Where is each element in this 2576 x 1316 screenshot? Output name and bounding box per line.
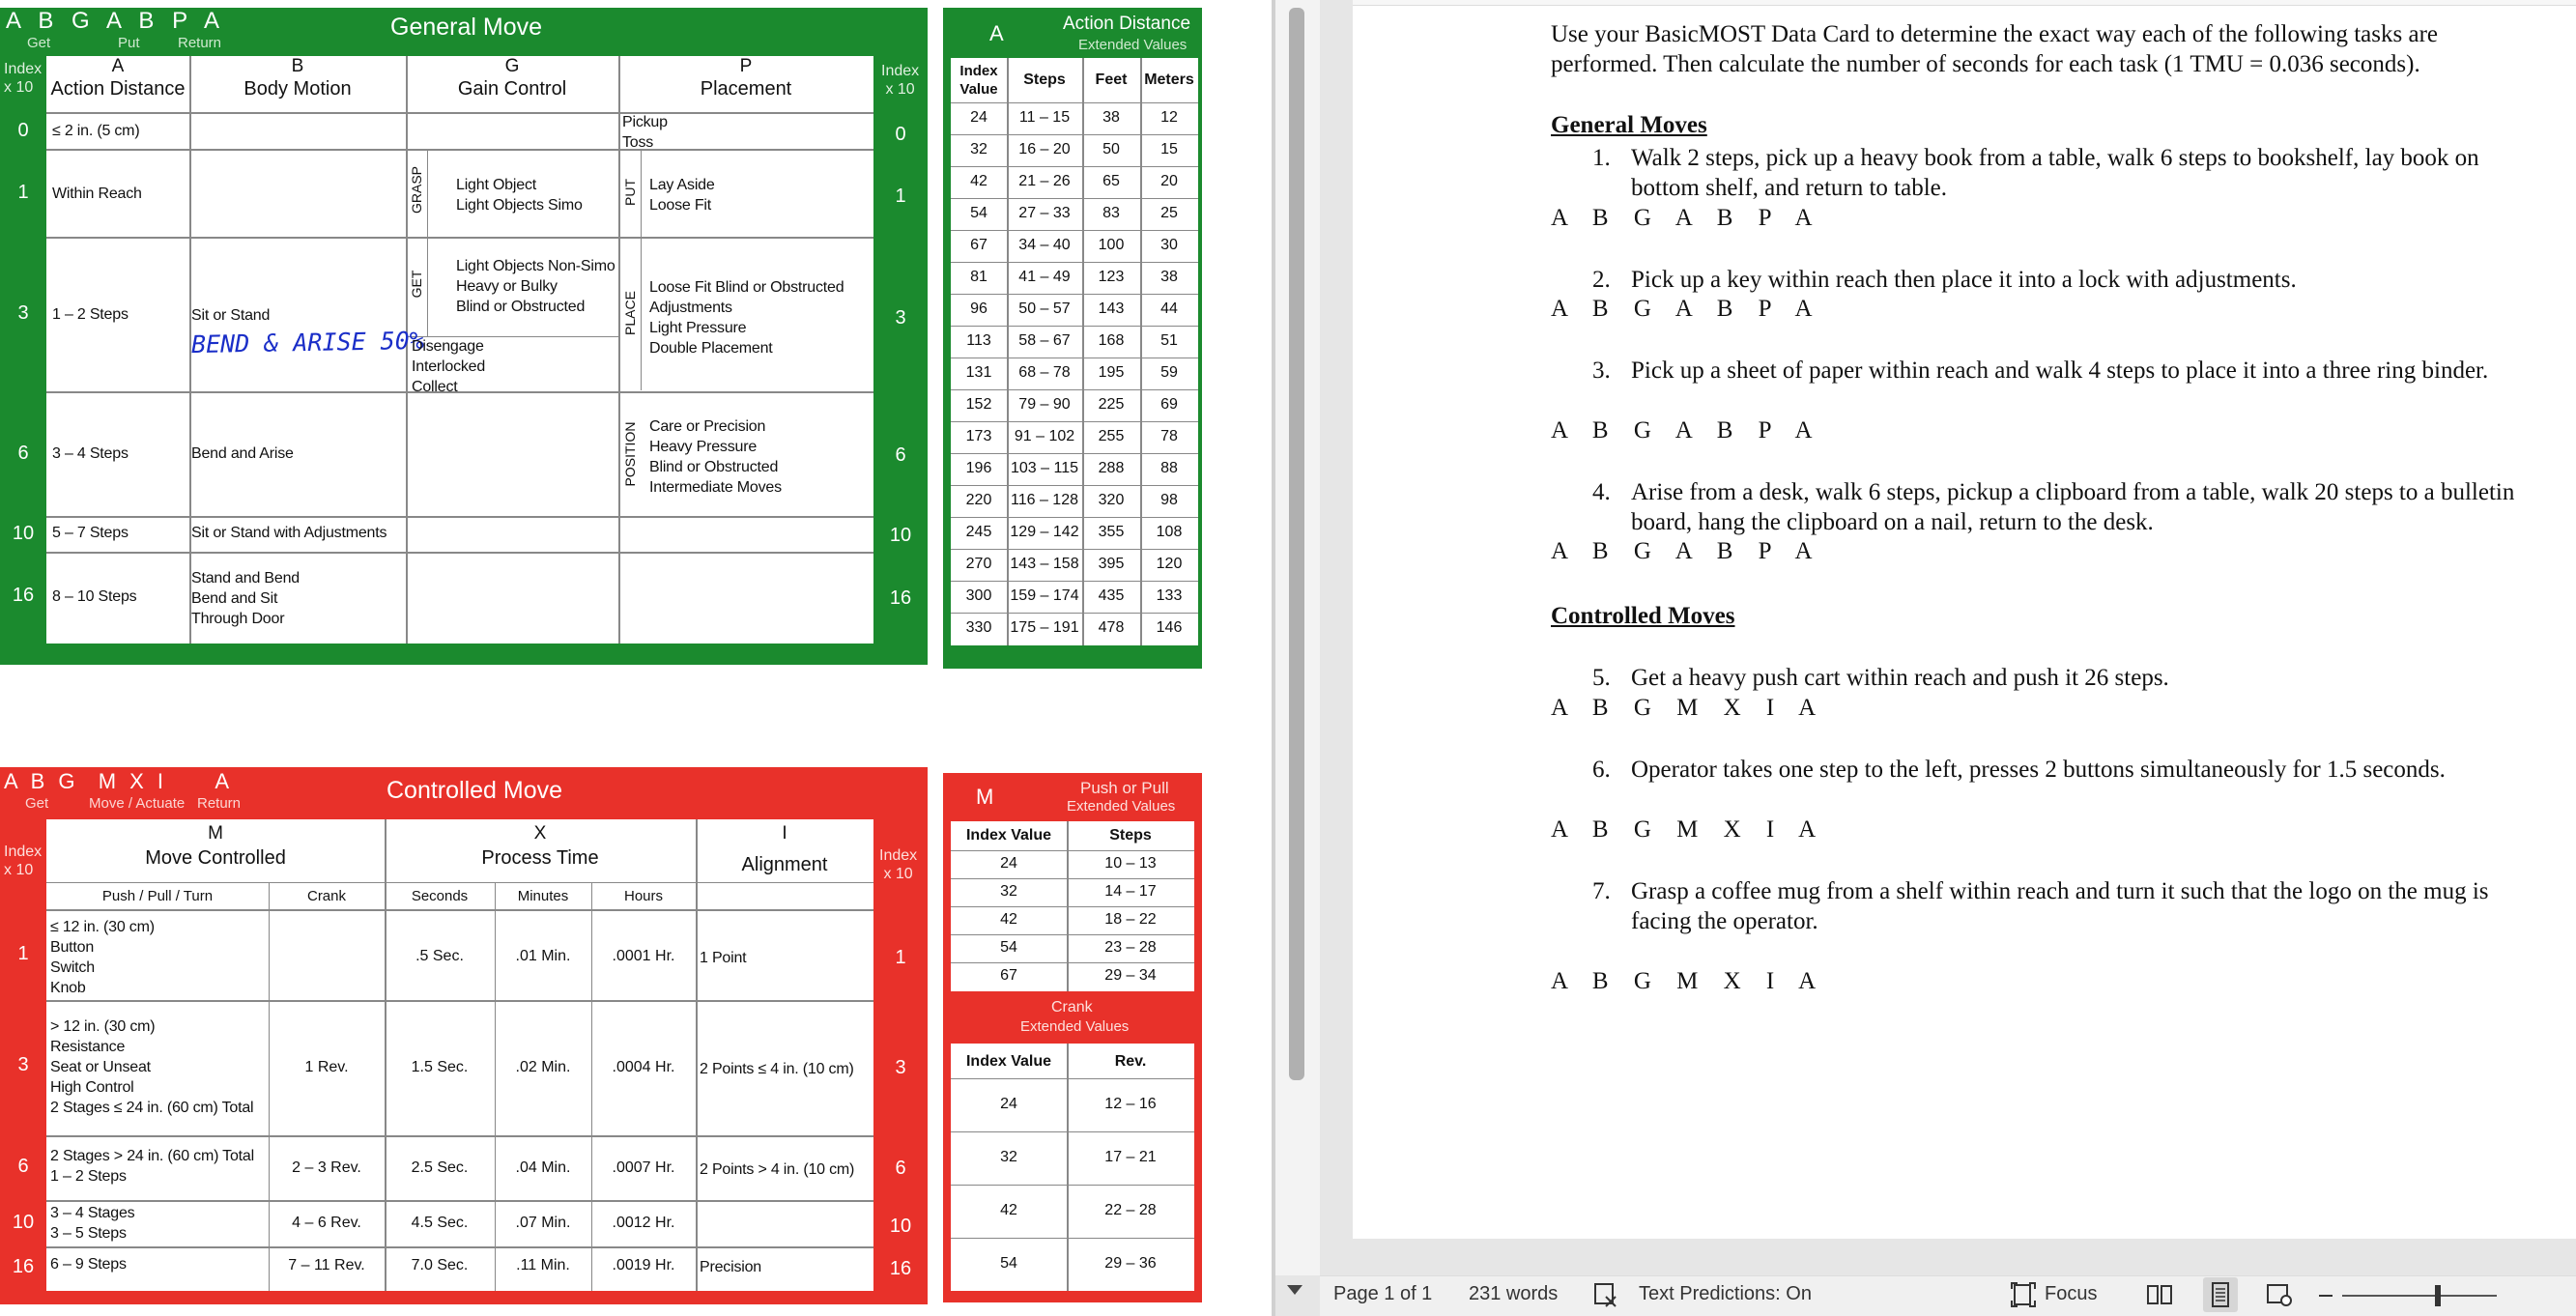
cm-push-6: 2 Stages > 24 in. (60 cm) Total 1 – 2 Steps [50,1148,254,1185]
ad-cell-r1-c0: 32 [970,141,987,157]
cr-cell-r3-c1: 29 – 36 [1104,1255,1157,1272]
cm-push-16: 6 – 9 Steps [50,1256,127,1273]
gm-idx-1-l: 1 [17,182,29,203]
cr-subtitle: Extended Values [1020,1018,1130,1035]
ad-subtitle: Extended Values [1078,37,1188,53]
cm-push-1: ≤ 12 in. (30 cm) Button Switch Knob [50,919,155,996]
gm-a-16: 8 – 10 Steps [52,588,137,605]
ad-cell-r6-c2: 143 [1098,300,1125,317]
ad-cell-r9-c0: 152 [965,396,992,413]
cm-idx-1-l: 1 [17,943,29,964]
ad-cell-r15-c3: 133 [1156,587,1183,604]
task-1-num: 1. [1592,145,1611,171]
cm-sub-crank: Crank [306,888,346,904]
cm-min-1: .01 Min. [515,948,571,964]
pp-cell-r3-c1: 23 – 28 [1104,939,1157,956]
cr-h-rev: Rev. [1114,1053,1147,1070]
ad-cell-r7-c0: 113 [966,332,991,349]
pp-cell-r1-c1: 14 – 17 [1104,883,1157,900]
gm-p-1: Lay Aside Loose Fit [649,177,715,214]
cm-sub-ma: Move / Actuate [89,795,186,812]
zoom-slider-thumb[interactable] [2435,1285,2441,1306]
ad-cell-r2-c0: 42 [970,173,987,189]
ad-h-steps: Steps [1023,72,1066,88]
read-mode-icon[interactable] [2145,1281,2174,1308]
cr-title: Crank [1051,999,1093,1016]
pp-letter: M [976,785,994,809]
cr-table [951,1044,1194,1291]
ad-cell-r3-c2: 83 [1102,205,1120,221]
task-3-num: 3. [1592,358,1611,384]
gm-idx-10-l: 10 [12,523,35,544]
cm-sec-16: 7.0 Sec. [411,1257,469,1273]
ad-cell-r11-c1: 103 – 115 [1011,460,1078,476]
pp-cell-r3-c0: 54 [1000,939,1017,956]
gm-index-hdr-right: Index x 10 [881,63,920,98]
cm-idx-3-r: 3 [895,1057,906,1078]
task-2-sequence[interactable]: A B G A B P A [1551,296,1822,322]
cm-sec-3: 1.5 Sec. [411,1059,469,1075]
cm-hrs-3: .0004 Hr. [612,1059,675,1075]
ad-cell-r2-c1: 21 – 26 [1018,173,1071,189]
pp-cell-r0-c1: 10 – 13 [1104,855,1157,872]
cm-col-m: Move Controlled [145,847,286,869]
ad-cell-r10-c2: 255 [1098,428,1125,444]
ad-cell-r13-c2: 355 [1098,524,1125,540]
ad-cell-r11-c3: 88 [1160,460,1178,476]
doc-intro[interactable]: Use your BasicMOST Data Card to determine the exact way each of the following tasks are performed. Then calculate the number of seconds for each task (1 TMU = 0.036 seconds). [1551,21,2439,77]
gm-col-b: Body Motion [243,78,352,100]
task-5-num: 5. [1592,665,1611,691]
ad-cell-r16-c0: 330 [965,619,992,636]
task-5-sequence[interactable]: A B G M X I A [1551,695,1826,721]
task-4-text[interactable]: Arise from a desk, walk 6 steps, pickup a clipboard from a table, walk 20 steps to a bulletin board, hang the clipboard on a nail, return to the desk. [1631,479,2515,535]
scroll-thumb[interactable] [1289,8,1304,1080]
ad-cell-r4-c2: 100 [1098,237,1125,253]
cm-crank-10: 4 – 6 Rev. [292,1215,361,1231]
ad-cell-r10-c3: 78 [1160,428,1178,444]
text-predictions[interactable]: Text Predictions: On [1639,1283,1812,1304]
cm-align-1: 1 Point [700,950,747,966]
gm-col-p-letter: P [739,56,753,76]
task-2-text[interactable]: Pick up a key within reach then place it into a lock with adjustments. [1631,267,2297,293]
page-count[interactable]: Page 1 of 1 [1333,1283,1433,1304]
task-1-sequence[interactable]: A B G A B P A [1551,205,1822,231]
cm-sequence: A B G M X I A [4,769,234,793]
gm-col-a: Action Distance [50,78,186,100]
ad-title: Action Distance [1063,14,1191,34]
ad-cell-r6-c1: 50 – 57 [1018,300,1071,317]
gm-col-p: Placement [700,78,792,100]
gm-idx-16-r: 16 [889,587,912,609]
ad-cell-r11-c0: 196 [965,460,992,476]
cr-cell-r2-c1: 22 – 28 [1104,1202,1157,1218]
ad-cell-r7-c1: 58 – 67 [1018,332,1071,349]
ad-cell-r15-c1: 159 – 174 [1010,587,1079,604]
cm-col-i-letter: I [782,823,787,844]
gm-col-b-letter: B [291,56,304,76]
cm-idx-16-r: 16 [889,1258,912,1279]
ad-cell-r1-c1: 16 – 20 [1018,141,1071,157]
ad-cell-r7-c3: 51 [1160,332,1178,349]
ad-cell-r9-c1: 79 – 90 [1018,396,1071,413]
scroll-down-arrow-icon[interactable] [1287,1285,1302,1295]
gm-idx-6-l: 6 [17,443,29,464]
cm-col-i: Alignment [741,854,828,875]
ad-cell-r16-c3: 146 [1156,619,1183,636]
cm-col-x-letter: X [533,823,547,844]
cr-cell-r0-c1: 12 – 16 [1104,1096,1157,1112]
gm-col-g: Gain Control [457,78,567,100]
ad-cell-r16-c1: 175 – 191 [1010,619,1079,636]
ad-cell-r3-c3: 25 [1160,205,1178,221]
gm-sub-get: Get [27,35,51,51]
ad-letter: A [989,21,1004,45]
gm-idx-3-l: 3 [17,302,29,324]
task-6-text[interactable]: Operator takes one step to the left, presses 2 buttons simultaneously for 1.5 seconds. [1631,757,2446,783]
cr-cell-r3-c0: 54 [1000,1255,1017,1272]
ad-cell-r3-c1: 27 – 33 [1018,205,1071,221]
task-4-num: 4. [1592,479,1611,505]
pp-cell-r1-c0: 32 [1000,883,1017,900]
cm-index-hdr-left: Index x 10 [4,844,43,878]
ad-cell-r3-c0: 54 [970,205,987,221]
gm-a-6: 3 – 4 Steps [52,445,129,462]
gm-idx-10-r: 10 [889,525,912,546]
doc-heading-controlled[interactable]: Controlled Moves [1551,603,1735,629]
pp-h-steps: Steps [1109,827,1152,844]
ad-cell-r12-c1: 116 – 128 [1011,492,1078,508]
ad-cell-r7-c2: 168 [1098,332,1125,349]
cm-min-3: .02 Min. [515,1059,571,1075]
cm-sub-get: Get [25,795,49,812]
ad-cell-r8-c3: 59 [1160,364,1178,381]
gm-a-1: Within Reach [52,186,142,202]
task-6-sequence[interactable]: A B G M X I A [1551,816,1826,843]
ad-cell-r10-c0: 173 [965,428,992,444]
cm-push-3: > 12 in. (30 cm) Resistance Seat or Unseat High Control 2 Stages ≤ 24 in. (60 cm) Total [50,1018,254,1116]
data-card-image [0,0,1275,1316]
gm-b-3: Sit or Stand [191,307,271,324]
ad-cell-r9-c2: 225 [1098,396,1125,413]
gm-col-g-letter: G [504,56,520,76]
cr-cell-r1-c0: 32 [1000,1149,1017,1165]
gm-handwritten-note: BEND & ARISE 50% [190,326,425,359]
cm-hrs-10: .0012 Hr. [612,1215,675,1231]
ad-cell-r16-c2: 478 [1098,619,1125,636]
task-7-num: 7. [1592,878,1611,904]
cm-idx-10-l: 10 [12,1212,35,1233]
gm-a-10: 5 – 7 Steps [52,525,129,541]
ad-cell-r13-c1: 129 – 142 [1010,524,1079,540]
cm-idx-6-l: 6 [17,1156,29,1177]
cm-idx-3-l: 3 [17,1054,29,1075]
cm-idx-6-r: 6 [895,1158,906,1179]
ad-cell-r4-c0: 67 [970,237,987,253]
cm-idx-1-r: 1 [895,947,906,968]
cm-align-6: 2 Points > 4 in. (10 cm) [700,1161,855,1178]
ad-cell-r2-c3: 20 [1160,173,1178,189]
cm-crank-3: 1 Rev. [304,1059,349,1075]
task-7-text[interactable]: Grasp a coffee mug from a shelf within reach and turn it such that the logo on the mug is facing the operator. [1631,878,2489,934]
gm-sub-put: Put [118,35,140,51]
ad-h-index: Index Value [959,63,998,98]
cm-hrs-1: .0001 Hr. [612,948,675,964]
cm-title: Controlled Move [386,777,563,804]
gm-title: General Move [390,14,543,41]
word-count[interactable]: 231 words [1469,1283,1559,1304]
gm-a-3: 1 – 2 Steps [52,306,129,323]
gm-g-1: Light Object Light Objects Simo [456,177,583,214]
cm-align-3: 2 Points ≤ 4 in. (10 cm) [700,1061,854,1077]
focus-icon[interactable] [2010,1281,2037,1308]
task-4-sequence[interactable]: A B G A B P A [1551,538,1822,564]
ad-cell-r14-c2: 395 [1098,556,1125,572]
zoom-slider-track[interactable] [2342,1295,2497,1297]
gm-b-6: Bend and Arise [191,445,294,462]
cm-hrs-6: .0007 Hr. [612,1159,675,1176]
pp-cell-r2-c0: 42 [1000,911,1017,928]
pp-cell-r4-c0: 67 [1000,967,1017,984]
gm-idx-0-r: 0 [895,124,906,145]
pp-cell-r2-c1: 18 – 22 [1104,911,1157,928]
cr-cell-r0-c0: 24 [1000,1096,1017,1112]
ad-cell-r14-c1: 143 – 158 [1010,556,1079,572]
gm-sub-return: Return [178,35,222,51]
ad-cell-r0-c1: 11 – 15 [1018,109,1071,126]
cr-h-index: Index Value [965,1053,1052,1070]
task-6-num: 6. [1592,757,1611,783]
cm-sub-sec: Seconds [411,888,469,904]
ad-cell-r8-c2: 195 [1098,364,1125,381]
gm-idx-3-r: 3 [895,307,906,329]
task-1-text[interactable]: Walk 2 steps, pick up a heavy book from a table, walk 6 steps to bookshelf, lay book on bottom shelf, and return to table. [1631,145,2479,201]
gm-p-3: Loose Fit Blind or Obstructed Adjustments Light Pressure Double Placement [649,279,844,357]
word-window [1275,0,2576,1316]
ad-cell-r14-c0: 270 [965,556,992,572]
cm-col-x: Process Time [481,847,599,869]
gm-sequence: A B G A B P A [6,8,225,34]
pp-h-index: Index Value [965,827,1052,844]
ad-cell-r12-c2: 320 [1098,492,1125,508]
cm-sub-hrs: Hours [623,888,663,904]
print-layout-icon[interactable] [2203,1277,2238,1312]
gm-idx-0-l: 0 [17,120,29,141]
ad-cell-r9-c3: 69 [1160,396,1178,413]
ad-cell-r5-c2: 123 [1098,269,1125,285]
ad-cell-r0-c0: 24 [970,109,987,126]
gm-col-a-letter: A [111,56,125,76]
task-5-text[interactable]: Get a heavy push cart within reach and push it 26 steps. [1631,665,2169,691]
ad-cell-r11-c2: 288 [1098,460,1125,476]
gm-a-0: ≤ 2 in. (5 cm) [52,123,140,139]
cm-idx-16-l: 16 [12,1256,35,1277]
proofing-icon[interactable] [1592,1281,1619,1308]
pp-cell-r0-c0: 24 [1000,855,1017,872]
gm-idx-16-l: 16 [12,585,35,606]
cm-sub-push: Push / Pull / Turn [101,888,214,904]
ad-cell-r8-c0: 131 [965,364,992,381]
cm-sec-1: .5 Sec. [415,948,464,964]
gm-place-label: PLACE [622,291,638,335]
ad-cell-r5-c0: 81 [970,269,987,285]
cr-cell-r1-c1: 17 – 21 [1104,1149,1157,1165]
ad-cell-r0-c3: 12 [1160,109,1178,126]
ad-cell-r8-c1: 68 – 78 [1018,364,1071,381]
cm-crank-6: 2 – 3 Rev. [292,1159,361,1176]
gm-position-label: POSITION [622,421,638,487]
cm-min-16: .11 Min. [516,1257,570,1273]
cm-index-hdr-right: Index x 10 [879,847,918,882]
cm-crank-16: 7 – 11 Rev. [288,1257,365,1273]
pp-cell-r4-c1: 29 – 34 [1104,967,1157,984]
gm-idx-1-r: 1 [895,186,906,207]
gm-g-3b: Disengage Interlocked Collect [412,338,486,395]
cm-idx-10-r: 10 [889,1216,912,1237]
cr-cell-r2-c0: 42 [1000,1202,1017,1218]
cm-hrs-16: .0019 Hr. [612,1257,675,1273]
gm-b-16: Stand and Bend Bend and Sit Through Door [191,570,300,627]
ad-cell-r15-c2: 435 [1098,587,1125,604]
task-3-sequence[interactable]: A B G A B P A [1551,417,1822,443]
ad-cell-r2-c2: 65 [1102,173,1120,189]
cm-sec-10: 4.5 Sec. [411,1215,469,1231]
ad-cell-r12-c0: 220 [965,492,992,508]
ad-cell-r1-c3: 15 [1160,141,1178,157]
cm-sec-6: 2.5 Sec. [411,1159,469,1176]
cm-min-6: .04 Min. [515,1159,571,1176]
gm-g-3: Light Objects Non-Simo Heavy or Bulky Blind or Obstructed [456,258,615,315]
ribbon-edge [1353,0,2576,6]
ad-h-meters: Meters [1144,72,1194,88]
ad-cell-r5-c1: 41 – 49 [1018,269,1071,285]
web-layout-icon[interactable] [2265,1281,2294,1308]
ad-cell-r6-c0: 96 [970,300,987,317]
pp-title: Push or Pull [1080,779,1169,797]
ad-cell-r6-c3: 44 [1160,300,1178,317]
cm-min-10: .07 Min. [515,1215,571,1231]
gm-idx-6-r: 6 [895,444,906,466]
cm-sub-return: Return [197,795,242,812]
ad-cell-r12-c3: 98 [1160,492,1178,508]
ad-cell-r5-c3: 38 [1160,269,1178,285]
ad-cell-r13-c0: 245 [965,524,992,540]
ad-cell-r4-c1: 34 – 40 [1018,237,1071,253]
gm-grasp-label: GRASP [409,165,424,214]
pp-subtitle: Extended Values [1067,798,1176,815]
ad-cell-r14-c3: 120 [1156,556,1183,572]
gm-get-label: GET [409,270,424,299]
cm-push-10: 3 – 4 Stages 3 – 5 Steps [50,1205,135,1242]
ad-cell-r0-c2: 38 [1102,109,1120,126]
gm-b-10: Sit or Stand with Adjustments [191,525,387,541]
gm-p-0: Pickup Toss [622,114,668,151]
task-3-text[interactable]: Pick up a sheet of paper within reach and walk 4 steps to place it into a three ring binder. [1631,358,2489,384]
ad-cell-r4-c3: 30 [1160,237,1178,253]
gm-index-hdr-left: Index x 10 [4,61,43,96]
ad-cell-r1-c2: 50 [1102,141,1120,157]
cm-align-16: Precision [700,1259,762,1275]
task-2-num: 2. [1592,267,1611,293]
gm-put-label: PUT [622,179,638,206]
ad-cell-r10-c1: 91 – 102 [1014,428,1075,444]
cm-col-m-letter: M [208,823,223,844]
doc-heading-general[interactable]: General Moves [1551,112,1707,138]
ad-cell-r15-c0: 300 [965,587,992,604]
ad-cell-r13-c3: 108 [1156,524,1183,540]
ad-h-feet: Feet [1095,72,1128,88]
task-7-sequence[interactable]: A B G M X I A [1551,968,1826,994]
focus-button[interactable]: Focus [2045,1283,2098,1304]
cm-sub-min: Minutes [517,888,569,904]
gm-p-6: Care or Precision Heavy Pressure Blind or Obstructed Intermediate Moves [649,418,782,496]
zoom-out-icon[interactable] [2319,1295,2333,1297]
